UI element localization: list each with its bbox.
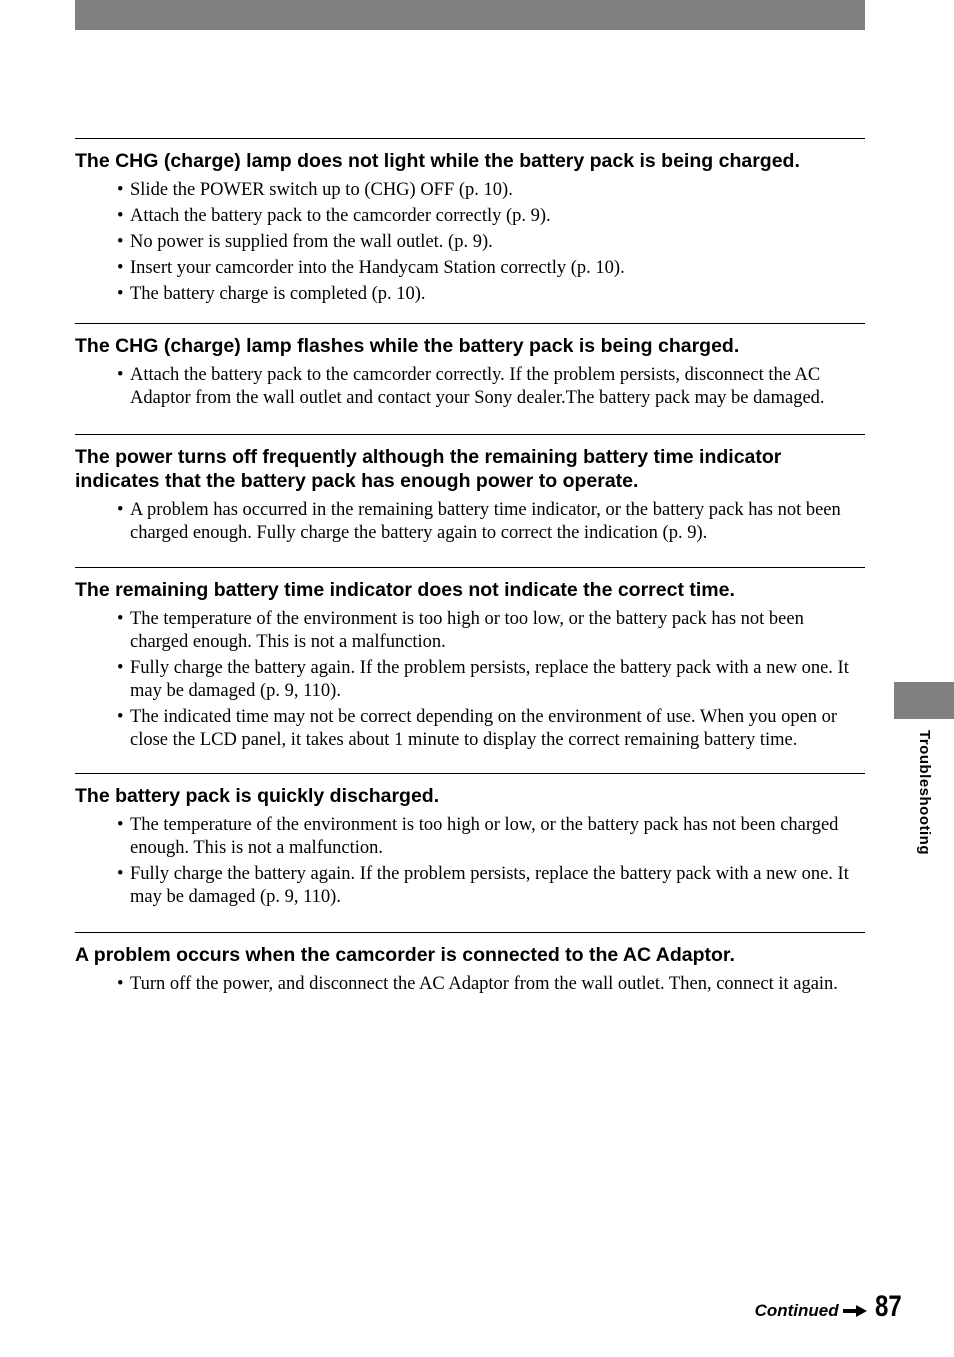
section-quick-discharge bbox=[75, 773, 865, 932]
arrow-right-icon bbox=[843, 1305, 867, 1317]
section-heading: The battery pack is quickly discharged. bbox=[75, 785, 440, 807]
bullet-list bbox=[75, 814, 865, 909]
bullet-list bbox=[75, 499, 865, 545]
list-item: • The battery charge is completed (p. 10). bbox=[75, 283, 865, 306]
list-item: • The temperature of the environment is too high or too low, or the battery pack has not been charged enough. This is not a malfunction. bbox=[75, 608, 865, 654]
list-item: • Attach the battery pack to the camcorder correctly. If the problem persists, disconnect the AC Adaptor from the wall outlet and contact your Sony dealer.The battery pack may be damaged. bbox=[75, 364, 865, 410]
page-number: 87 bbox=[874, 1290, 902, 1323]
section-heading: The CHG (charge) lamp flashes while the battery pack is being charged. bbox=[75, 335, 740, 357]
section-heading: The CHG (charge) lamp does not light while the battery pack is being charged. bbox=[75, 150, 800, 172]
list-item: • The indicated time may not be correct depending on the environment of use. When you open or close the LCD panel, it takes about 1 minute to display the correct remaining battery time. bbox=[75, 706, 865, 752]
troubleshooting-content bbox=[75, 138, 865, 999]
section-chg-lamp-flashes bbox=[75, 323, 865, 434]
bullet-list bbox=[75, 973, 865, 996]
list-item: • Fully charge the battery again. If the problem persists, replace the battery pack with a new one. It may be damaged (p. 9, 110). bbox=[75, 863, 865, 909]
continued-label: Continued bbox=[754, 1301, 839, 1320]
page-footer bbox=[755, 1290, 908, 1324]
side-tab-label: Troubleshooting bbox=[916, 730, 933, 855]
list-item: • The temperature of the environment is too high or low, or the battery pack has not been charged enough. This is not a malfunction. bbox=[75, 814, 865, 860]
list-item: • Attach the battery pack to the camcorder correctly (p. 9). bbox=[75, 205, 865, 228]
section-power-turns-off bbox=[75, 434, 865, 567]
list-item: • Turn off the power, and disconnect the AC Adaptor from the wall outlet. Then, connect it again. bbox=[75, 973, 865, 996]
section-heading: The remaining battery time indicator does not indicate the correct time. bbox=[75, 579, 735, 601]
bullet-list bbox=[75, 608, 865, 752]
side-tab bbox=[894, 682, 954, 719]
section-incorrect-time bbox=[75, 567, 865, 773]
list-item: • A problem has occurred in the remaining battery time indicator, or the battery pack has not been charged enough. Fully charge the battery again to correct the indication (p. 9). bbox=[75, 499, 865, 545]
list-item: • Insert your camcorder into the Handycam Station correctly (p. 10). bbox=[75, 257, 865, 280]
section-ac-adaptor-problem bbox=[75, 932, 865, 996]
section-heading: The power turns off frequently although the remaining battery time indicator indicates that the battery pack has enough power to operate. bbox=[75, 446, 782, 492]
list-item: • No power is supplied from the wall outlet. (p. 9). bbox=[75, 231, 865, 254]
list-item: • Fully charge the battery again. If the problem persists, replace the battery pack with a new one. It may be damaged (p. 9, 110). bbox=[75, 657, 865, 703]
bullet-list bbox=[75, 364, 865, 410]
header-bar bbox=[75, 0, 865, 30]
section-heading: A problem occurs when the camcorder is connected to the AC Adaptor. bbox=[75, 944, 735, 966]
list-item: • Slide the POWER switch up to (CHG) OFF (p. 10). bbox=[75, 179, 865, 202]
section-chg-lamp-not-lit bbox=[75, 138, 865, 323]
bullet-list bbox=[75, 179, 865, 306]
